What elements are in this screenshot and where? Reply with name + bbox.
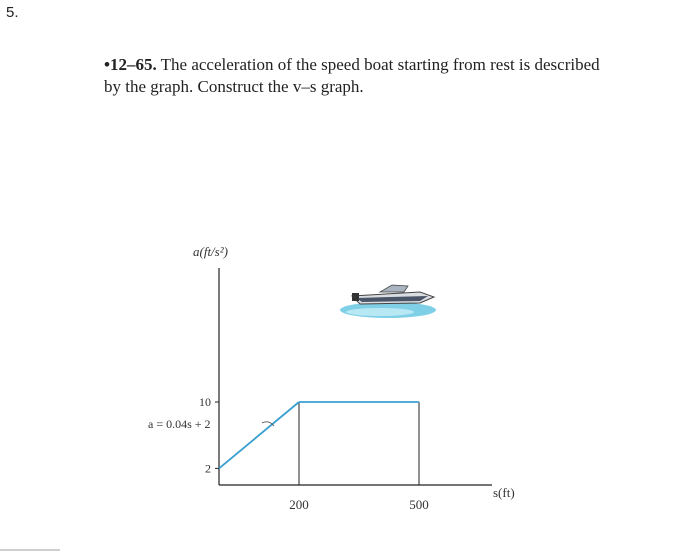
y-tick-label-10: 10 <box>199 395 211 409</box>
problem-body: The acceleration of the speed boat starting from rest is described by the graph. Construct the v–s graph. <box>104 55 600 96</box>
boat-motor <box>352 293 359 301</box>
speed-boat-illustration <box>340 285 436 318</box>
boat-windshield <box>380 285 408 292</box>
series-group <box>219 402 419 468</box>
equation-annotation: a = 0.04s + 2 <box>148 417 211 431</box>
x-axis-label: s(ft) <box>493 485 515 500</box>
y-tick-label-2: 2 <box>205 461 211 476</box>
water-highlight <box>346 308 414 316</box>
series-segment-0-0 <box>219 402 299 468</box>
question-number: 5. <box>6 4 19 21</box>
x-tick-label-200: 200 <box>289 497 309 512</box>
page-rule <box>0 549 60 551</box>
problem-number: 12–65. <box>109 55 157 74</box>
x-tick-label-500: 500 <box>409 497 429 512</box>
tick-group <box>199 395 429 512</box>
y-axis-label: a(ft/s²) <box>193 244 228 259</box>
problem-bullet: • <box>104 55 110 74</box>
